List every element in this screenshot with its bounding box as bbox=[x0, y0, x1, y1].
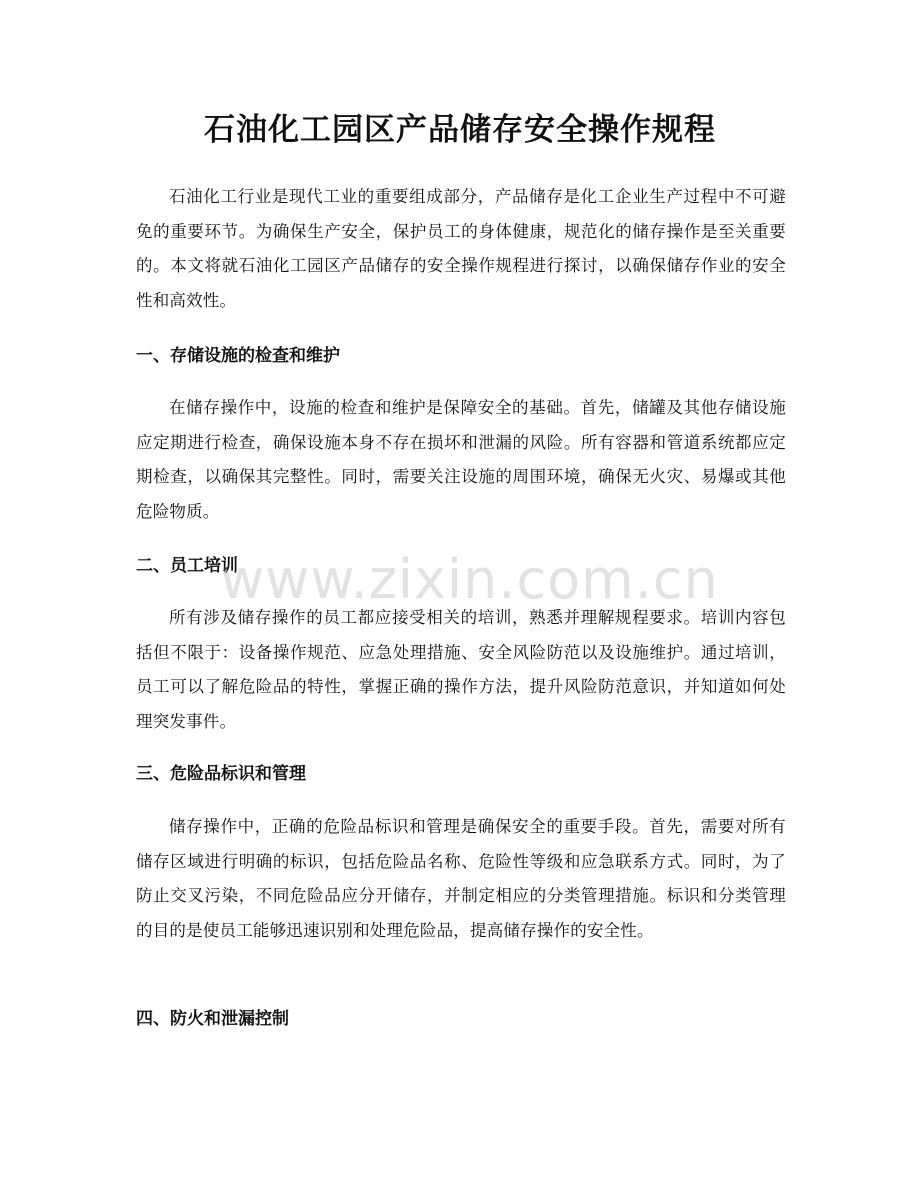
section-heading-3: 三、危险品标识和管理 bbox=[136, 764, 306, 784]
watermark: www.zixin.com.cn bbox=[220, 548, 719, 611]
intro-paragraph: 石油化工行业是现代工业的重要组成部分，产品储存是化工企业生产过程中不可避免的重要环节。为确保生产安全，保护员工的身体健康，规范化的储存操作是至关重要的。本文将就石油化工园区产品储存的安全操作规程进行探讨，以确保储存作业的安全性和高效性。 bbox=[136, 187, 786, 310]
section-body-1: 在储存操作中，设施的检查和维护是保障安全的基础。首先，储罐及其他存储设施应定期进行检查，确保设施本身不存在损坏和泄漏的风险。所有容器和管道系统都应定期检查，以确保其完整性。同时，需要关注设施的周围环境，确保无火灾、易爆或其他危险物质。 bbox=[136, 398, 786, 521]
section-body-2: 所有涉及储存操作的员工都应接受相关的培训，熟悉并理解规程要求。培训内容包括但不限于：设备操作规范、应急处理措施、安全风险防范以及设施维护。通过培训，员工可以了解危险品的特性，掌握正确的操作方法，提升风险防范意识，并知道如何处理突发事件。 bbox=[136, 608, 786, 731]
document-title: 石油化工园区产品储存安全操作规程 bbox=[204, 112, 716, 148]
section-heading-2: 二、员工培训 bbox=[136, 556, 238, 576]
section-heading-1: 一、存储设施的检查和维护 bbox=[136, 346, 340, 366]
section-body-3: 储存操作中，正确的危险品标识和管理是确保安全的重要手段。首先，需要对所有储存区域进行明确的标识，包括危险品名称、危险性等级和应急联系方式。同时，为了防止交叉污染，不同危险品应分开储存，并制定相应的分类管理措施。标识和分类管理的目的是使员工能够迅速识别和处理危险品，提高储存操作的安全性。 bbox=[136, 817, 786, 940]
section-heading-4: 四、防火和泄漏控制 bbox=[136, 1009, 289, 1029]
